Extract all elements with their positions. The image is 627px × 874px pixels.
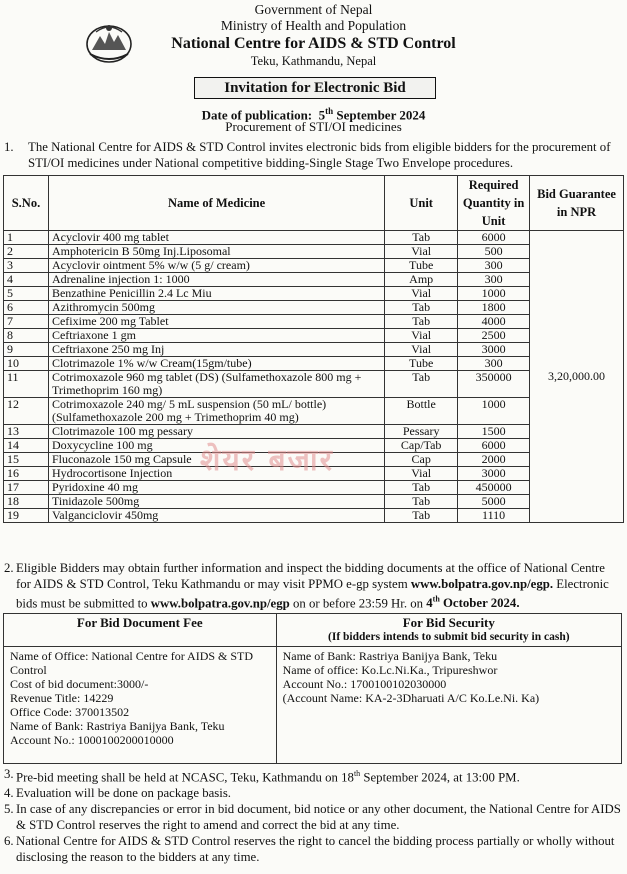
cell-unit: Vial xyxy=(385,467,458,481)
cell-medicine: Tinidazole 500mg xyxy=(48,495,384,509)
cell-quantity: 4000 xyxy=(458,315,530,329)
cell-sno: 18 xyxy=(4,495,49,509)
cell-quantity: 1800 xyxy=(458,301,530,315)
cell-quantity: 6000 xyxy=(458,439,530,453)
bid-security-details: Name of Bank: Rastriya Banijya Bank, Teku Name of office: Ko.Lc.Ni.Ka., Tripureshwor Account No.: 1700100102030000 (Account Name: KA-2-3Dharuati A/C Ko.Le.Ni. Ka) xyxy=(276,647,621,764)
cell-sno: 19 xyxy=(4,509,49,523)
cell-sno: 8 xyxy=(4,329,49,343)
org-name: National Centre for AIDS & STD Control xyxy=(171,35,456,52)
cell-sno: 5 xyxy=(4,287,49,301)
col-unit: Unit xyxy=(385,176,458,231)
note-4: 4. Evaluation will be done on package basis. xyxy=(4,786,231,801)
cell-sno: 10 xyxy=(4,357,49,371)
note-5: 5. In case of any discrepancies or error in bid document, bid notice or any other document, the National Centre for AIDS & STD Control reserves the right to amend and correct the bid at any time. xyxy=(4,802,621,833)
bid-fee-header: For Bid Document Fee xyxy=(4,614,277,647)
col-medicine: Name of Medicine xyxy=(48,176,384,231)
notice-title: Invitation for Electronic Bid xyxy=(194,77,436,99)
cell-unit: Pessary xyxy=(385,425,458,439)
cell-unit: Vial xyxy=(385,329,458,343)
note-6: 6. National Centre for AIDS & STD Control reserves the right to cancel the bidding process partially or wholly without disclosing the reason to the bidders at any time. xyxy=(4,834,615,865)
cell-quantity: 5000 xyxy=(458,495,530,509)
cell-quantity: 3000 xyxy=(458,343,530,357)
cell-medicine: Cefixime 200 mg Tablet xyxy=(48,315,384,329)
cell-quantity: 300 xyxy=(458,273,530,287)
cell-unit: Tab xyxy=(385,301,458,315)
cell-unit: Bottle xyxy=(385,398,458,425)
cell-unit: Tube xyxy=(385,357,458,371)
fee-table xyxy=(3,613,622,764)
cell-unit: Tab xyxy=(385,371,458,398)
cell-medicine: Cotrimoxazole 960 mg tablet (DS) (Sulfamethoxazole 800 mg + Trimethoprim 160 mg) xyxy=(48,371,384,398)
paragraph-1: 1. The National Centre for AIDS & STD Control invites electronic bids from eligible bidders for the procurement of STI/OI medicines under National competitive bidding-Single Stage Two Envelope procedures. xyxy=(4,140,611,170)
cell-medicine: Clotrimazole 1% w/w Cream(15gm/tube) xyxy=(48,357,384,371)
cell-sno: 3 xyxy=(4,259,49,273)
col-bid-guarantee: Bid Guarantee in NPR xyxy=(530,176,624,231)
bid-guarantee-value: 3,20,000.00 xyxy=(530,231,624,523)
notes-list xyxy=(4,766,621,865)
cell-quantity: 300 xyxy=(458,259,530,273)
cell-quantity: 350000 xyxy=(458,371,530,398)
cell-medicine: Adrenaline injection 1: 1000 xyxy=(48,273,384,287)
cell-sno: 9 xyxy=(4,343,49,357)
cell-quantity: 1500 xyxy=(458,425,530,439)
cell-unit: Amp xyxy=(385,273,458,287)
cell-medicine: Pyridoxine 40 mg xyxy=(48,481,384,495)
cell-sno: 14 xyxy=(4,439,49,453)
cell-medicine: Benzathine Penicillin 2.4 Lc Miu xyxy=(48,287,384,301)
cell-quantity: 500 xyxy=(458,245,530,259)
egp-link-2[interactable]: www.bolpatra.gov.np/egp xyxy=(150,596,290,611)
cell-quantity: 2000 xyxy=(458,453,530,467)
cell-sno: 4 xyxy=(4,273,49,287)
cell-sno: 16 xyxy=(4,467,49,481)
ministry-line: Ministry of Health and Population xyxy=(220,18,407,33)
cell-unit: Vial xyxy=(385,245,458,259)
cell-unit: Vial xyxy=(385,287,458,301)
org-address: Teku, Kathmandu, Nepal xyxy=(250,54,377,68)
cell-unit: Vial xyxy=(385,343,458,357)
procurement-subtitle: Procurement of STI/OI medicines xyxy=(225,119,402,134)
cell-sno: 12 xyxy=(4,398,49,425)
bid-fee-details: Name of Office: National Centre for AIDS & STD Control Cost of bid document:3000/- Revenue Title: 14229 Office Code: 370013502 Name of Bank: Rastriya Banijya Bank, Teku Account No.: 1000100200010000 xyxy=(4,647,277,764)
cell-unit: Tab xyxy=(385,495,458,509)
cell-medicine: Hydrocortisone Injection xyxy=(48,467,384,481)
paragraph-2: 2. Eligible Bidders may obtain further information and inspect the bidding documents at the office of National Centre for AIDS & STD Control, Teku Kathmandu or may visit PPMO e-gp system www.bolpatra.gov.np/egp. Electronic bids must be submitted to www.bolpatra.gov.np/egp on or before 23:59 Hr. on 4th October 2024. xyxy=(4,561,609,611)
cell-unit: Tab xyxy=(385,231,458,245)
cell-quantity: 1000 xyxy=(458,398,530,425)
cell-quantity: 1000 xyxy=(458,287,530,301)
cell-sno: 2 xyxy=(4,245,49,259)
cell-quantity: 450000 xyxy=(458,481,530,495)
letterhead xyxy=(0,2,627,69)
note-3: 3. Pre-bid meeting shall be held at NCASC, Teku, Kathmandu on 18th September 2024, at 13:00 PM. xyxy=(4,767,520,785)
publication-date: Date of publication: 5th September 2024 xyxy=(201,106,426,123)
govt-line: Government of Nepal xyxy=(254,2,373,17)
bid-security-header: For Bid Security (If bidders intends to submit bid security in cash) xyxy=(276,614,621,647)
col-quantity: Required Quantity in Unit xyxy=(458,176,530,231)
cell-sno: 13 xyxy=(4,425,49,439)
cell-medicine: Ceftriaxone 1 gm xyxy=(48,329,384,343)
cell-sno: 7 xyxy=(4,315,49,329)
cell-medicine: Acyclovir ointment 5% w/w (5 g/ cream) xyxy=(48,259,384,273)
cell-sno: 17 xyxy=(4,481,49,495)
cell-sno: 15 xyxy=(4,453,49,467)
cell-medicine: Fluconazole 150 mg Capsule xyxy=(48,453,384,467)
cell-medicine: Azithromycin 500mg xyxy=(48,301,384,315)
cell-unit: Cap/Tab xyxy=(385,439,458,453)
cell-medicine: Acyclovir 400 mg tablet xyxy=(48,231,384,245)
cell-unit: Tube xyxy=(385,259,458,273)
cell-quantity: 1110 xyxy=(458,509,530,523)
cell-medicine: Amphotericin B 50mg Inj.Liposomal xyxy=(48,245,384,259)
cell-sno: 11 xyxy=(4,371,49,398)
cell-unit: Tab xyxy=(385,315,458,329)
col-sno: S.No. xyxy=(4,176,49,231)
cell-quantity: 6000 xyxy=(458,231,530,245)
cell-medicine: Cotrimoxazole 240 mg/ 5 mL suspension (50 mL/ bottle) (Sulfamethoxazole 200 mg + Trimethoprim 40 mg) xyxy=(48,398,384,425)
table-row xyxy=(4,231,624,245)
cell-medicine: Doxycycline 100 mg xyxy=(48,439,384,453)
table-header-row xyxy=(4,176,624,231)
cell-medicine: Valganciclovir 450mg xyxy=(48,509,384,523)
cell-unit: Cap xyxy=(385,453,458,467)
cell-quantity: 300 xyxy=(458,357,530,371)
cell-unit: Tab xyxy=(385,481,458,495)
cell-quantity: 2500 xyxy=(458,329,530,343)
cell-medicine: Ceftriaxone 250 mg Inj xyxy=(48,343,384,357)
watermark: शेयर बजार xyxy=(200,443,334,478)
cell-medicine: Clotrimazole 100 mg pessary xyxy=(48,425,384,439)
cell-unit: Tab xyxy=(385,509,458,523)
cell-quantity: 3000 xyxy=(458,467,530,481)
cell-sno: 6 xyxy=(4,301,49,315)
egp-link-1[interactable]: www.bolpatra.gov.np/egp. xyxy=(410,577,554,591)
cell-sno: 1 xyxy=(4,231,49,245)
